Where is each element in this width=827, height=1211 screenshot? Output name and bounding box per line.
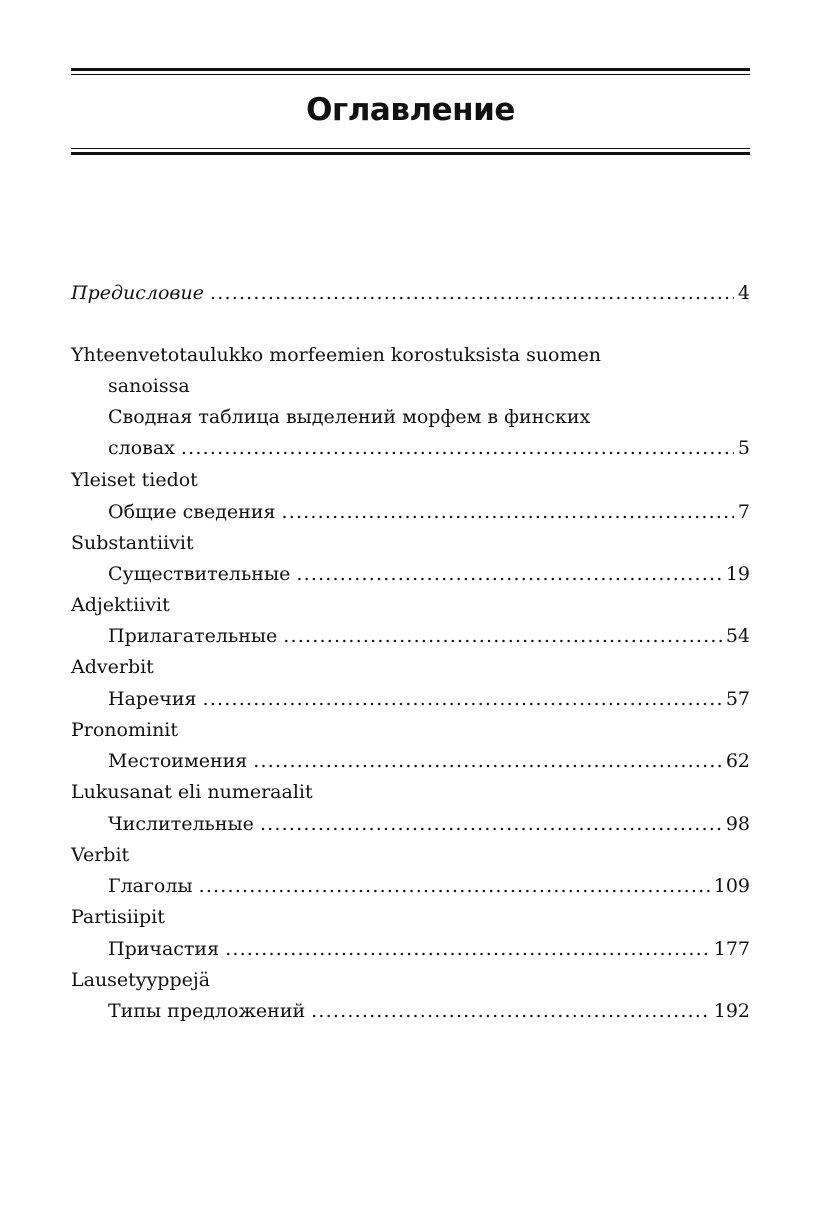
top-rule-thin xyxy=(71,74,750,75)
toc-entry-label: Прилагательные xyxy=(108,625,278,647)
toc-entry[interactable] xyxy=(108,684,750,715)
toc-page-number: 19 xyxy=(725,563,750,585)
leader-dots xyxy=(253,746,722,777)
leader-dots xyxy=(283,621,722,652)
toc-entry-label: Типы предложений xyxy=(108,1000,306,1022)
toc-page-number: 57 xyxy=(725,688,750,710)
toc-page-number: 177 xyxy=(713,938,750,960)
toc-section-title: Pronominit xyxy=(71,719,179,741)
toc-entry-label: Общие сведения xyxy=(108,501,276,523)
toc-entry-label: Причастия xyxy=(108,938,220,960)
toc-page-number: 7 xyxy=(737,501,750,523)
leader-dots xyxy=(199,871,710,902)
leader-dots xyxy=(260,809,722,840)
top-rule-thick xyxy=(71,68,750,71)
toc-entry[interactable] xyxy=(108,433,750,464)
toc-section-title: Verbit xyxy=(71,844,130,866)
leader-dots xyxy=(225,934,710,965)
toc-entry-label: Местоимения xyxy=(108,750,248,772)
page-title: Оглавление xyxy=(306,92,515,128)
toc-section-title: Adjektiivit xyxy=(71,594,170,616)
leader-dots xyxy=(311,996,710,1027)
toc-page-number: 4 xyxy=(737,282,750,304)
toc-entry[interactable] xyxy=(108,809,750,840)
toc-page-number: 62 xyxy=(725,750,750,772)
toc-section-title: Partisiipit xyxy=(71,906,165,928)
toc-section-title: Lukusanat eli numeraalit xyxy=(71,781,313,803)
bottom-rule-thin xyxy=(71,148,750,149)
toc-entry[interactable] xyxy=(108,934,750,965)
toc-entry-label: Числительные xyxy=(108,813,254,835)
toc-page-number: 54 xyxy=(725,625,750,647)
toc-entry[interactable] xyxy=(108,996,750,1027)
toc-entry[interactable] xyxy=(108,746,750,777)
toc-section-subtitle: Сводная таблица выделений морфем в финских xyxy=(108,406,591,428)
toc-entry-label: Предисловие xyxy=(71,282,204,304)
toc-section-title: sanoissa xyxy=(108,375,190,397)
leader-dots xyxy=(203,684,722,715)
toc-page-number: 109 xyxy=(713,875,750,897)
toc-section-title: Yhteenvetotaulukko morfeemien korostuksista suomen xyxy=(71,344,601,366)
toc-entry-preface[interactable] xyxy=(71,278,750,309)
toc-entry[interactable] xyxy=(108,497,750,528)
toc-entry[interactable] xyxy=(108,621,750,652)
bottom-rule-thick xyxy=(71,152,750,155)
leader-dots xyxy=(281,497,733,528)
toc-page-number: 98 xyxy=(725,813,750,835)
toc-section-title: Substantiivit xyxy=(71,532,194,554)
toc-section-title: Yleiset tiedot xyxy=(71,469,198,491)
toc-entry-label: словах xyxy=(108,437,175,459)
toc-entry[interactable] xyxy=(108,559,750,590)
toc-entry-label: Существительные xyxy=(108,563,291,585)
toc-section-title: Adverbit xyxy=(71,656,154,678)
toc-entry[interactable] xyxy=(108,871,750,902)
toc-entry-label: Наречия xyxy=(108,688,197,710)
leader-dots xyxy=(210,278,734,309)
leader-dots xyxy=(296,559,721,590)
leader-dots xyxy=(181,433,734,464)
toc-page-number: 5 xyxy=(737,437,750,459)
toc-entry-label: Глаголы xyxy=(108,875,193,897)
toc-section-title: Lausetyyppejä xyxy=(71,969,211,991)
toc-page-number: 192 xyxy=(713,1000,750,1022)
